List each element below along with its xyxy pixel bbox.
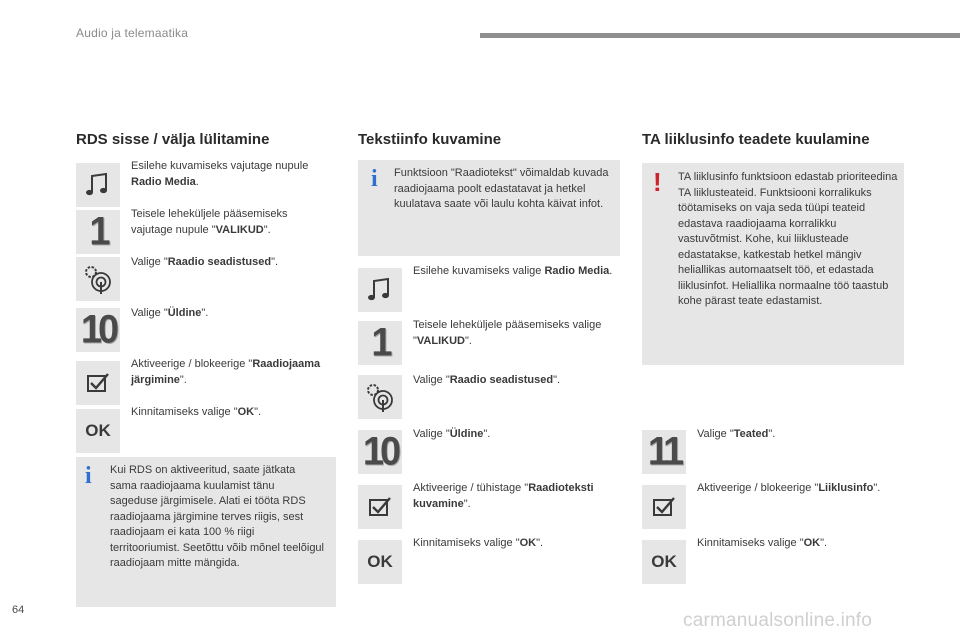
checkbox-icon [642,485,686,529]
radiotext-note-box [358,160,620,256]
radiotext-step-6: Kinnitamiseks valige "OK". [413,537,544,549]
radiotext-step-2: Teisele leheküljele pääsemiseks valige "VALIKUD". [413,319,602,347]
section-title-rds: RDS sisse / välja lülitamine [76,131,270,148]
rds-note-text: Kui RDS on aktiveeritud, saate jätkata sama raadiojaama kuulamist tänu sageduse järgimisele. Alati ei tööta RDS raadiojaama järgimine terves riigis, sest raadiojaam ei kata 100 % riigi territooriumist. Seetõttu võib mõnel teelõigul raadiojaam mitte mängida. [110,464,324,569]
radiotext-step-3: Valige "Raadio seadistused". [413,374,561,386]
rds-step-5: Aktiveerige / blokeerige "Raadiojaama järgimine". [131,358,321,386]
step-number-10: 10 [358,430,402,474]
checkbox-icon [358,485,402,529]
radio-settings-icon [358,375,402,419]
ok-icon: OK [642,540,686,584]
page-number: 64 [12,604,25,616]
ta-step-3: Kinnitamiseks valige "OK". [697,537,828,549]
info-icon: i [371,166,378,192]
music-note-icon [358,268,402,312]
step-number-1: 1 [358,321,402,365]
radiotext-step-4: Valige "Üldine". [413,428,491,440]
checkbox-icon [76,361,120,405]
rds-step-4: Valige "Üldine". [131,307,209,319]
music-note-icon [76,163,120,207]
radiotext-step-5: Aktiveerige / tühistage "Raadioteksti kuvamine". [413,482,594,510]
ta-note-text: TA liiklusinfo funktsioon edastab prioriteedina TA liiklusteateid. Funktsiooni korralikuks töötamiseks on vaja seda tüüpi teateid edastava raadiojaama korralikku vastuvõtmist. Kohe, kui liiklusteade edastatakse, katkestab hetkel mängiv heliallikas automaatselt töö, et edastada liiklusinfot. Heliallika normaalne töö taastub kohe pärast teate edastamist. [678,171,898,307]
ok-icon: OK [358,540,402,584]
rds-step-6: Kinnitamiseks valige "OK". [131,406,262,418]
radiotext-step-1: Esilehe kuvamiseks valige Radio Media. [413,265,613,277]
rds-note-box [76,457,336,607]
rds-step-1: Esilehe kuvamiseks vajutage nupule Radio Media. [131,160,309,188]
watermark: carmanualsonline.info [683,610,873,631]
rds-step-3: Valige "Raadio seadistused". [131,256,279,268]
radiotext-note-text: Funktsioon "Raadiotekst" võimaldab kuvada raadiojaama poolt edastatavat ja hetkel kuulatava saate või laulu kohta käivat infot. [394,167,609,210]
section-title-ta: TA liiklusinfo teadete kuulamine [642,131,870,148]
ta-step-2: Aktiveerige / blokeerige "Liiklusinfo". [697,482,881,494]
header-bar [480,33,960,38]
rds-step-2: Teisele leheküljele pääsemiseks vajutage nupule "VALIKUD". [131,208,288,236]
step-number-1: 1 [76,210,120,254]
section-title-radiotext: Tekstiinfo kuvamine [358,131,502,148]
step-number-11: 11 [642,430,686,474]
step-number-10: 10 [76,308,120,352]
ta-step-1: Valige "Teated". [697,428,776,440]
ok-icon: OK [76,409,120,453]
radio-settings-icon [76,257,120,301]
warning-icon: ! [653,167,662,197]
ta-note-box [642,163,904,365]
info-icon: i [85,463,92,489]
header-title: Audio ja telemaatika [76,26,189,40]
